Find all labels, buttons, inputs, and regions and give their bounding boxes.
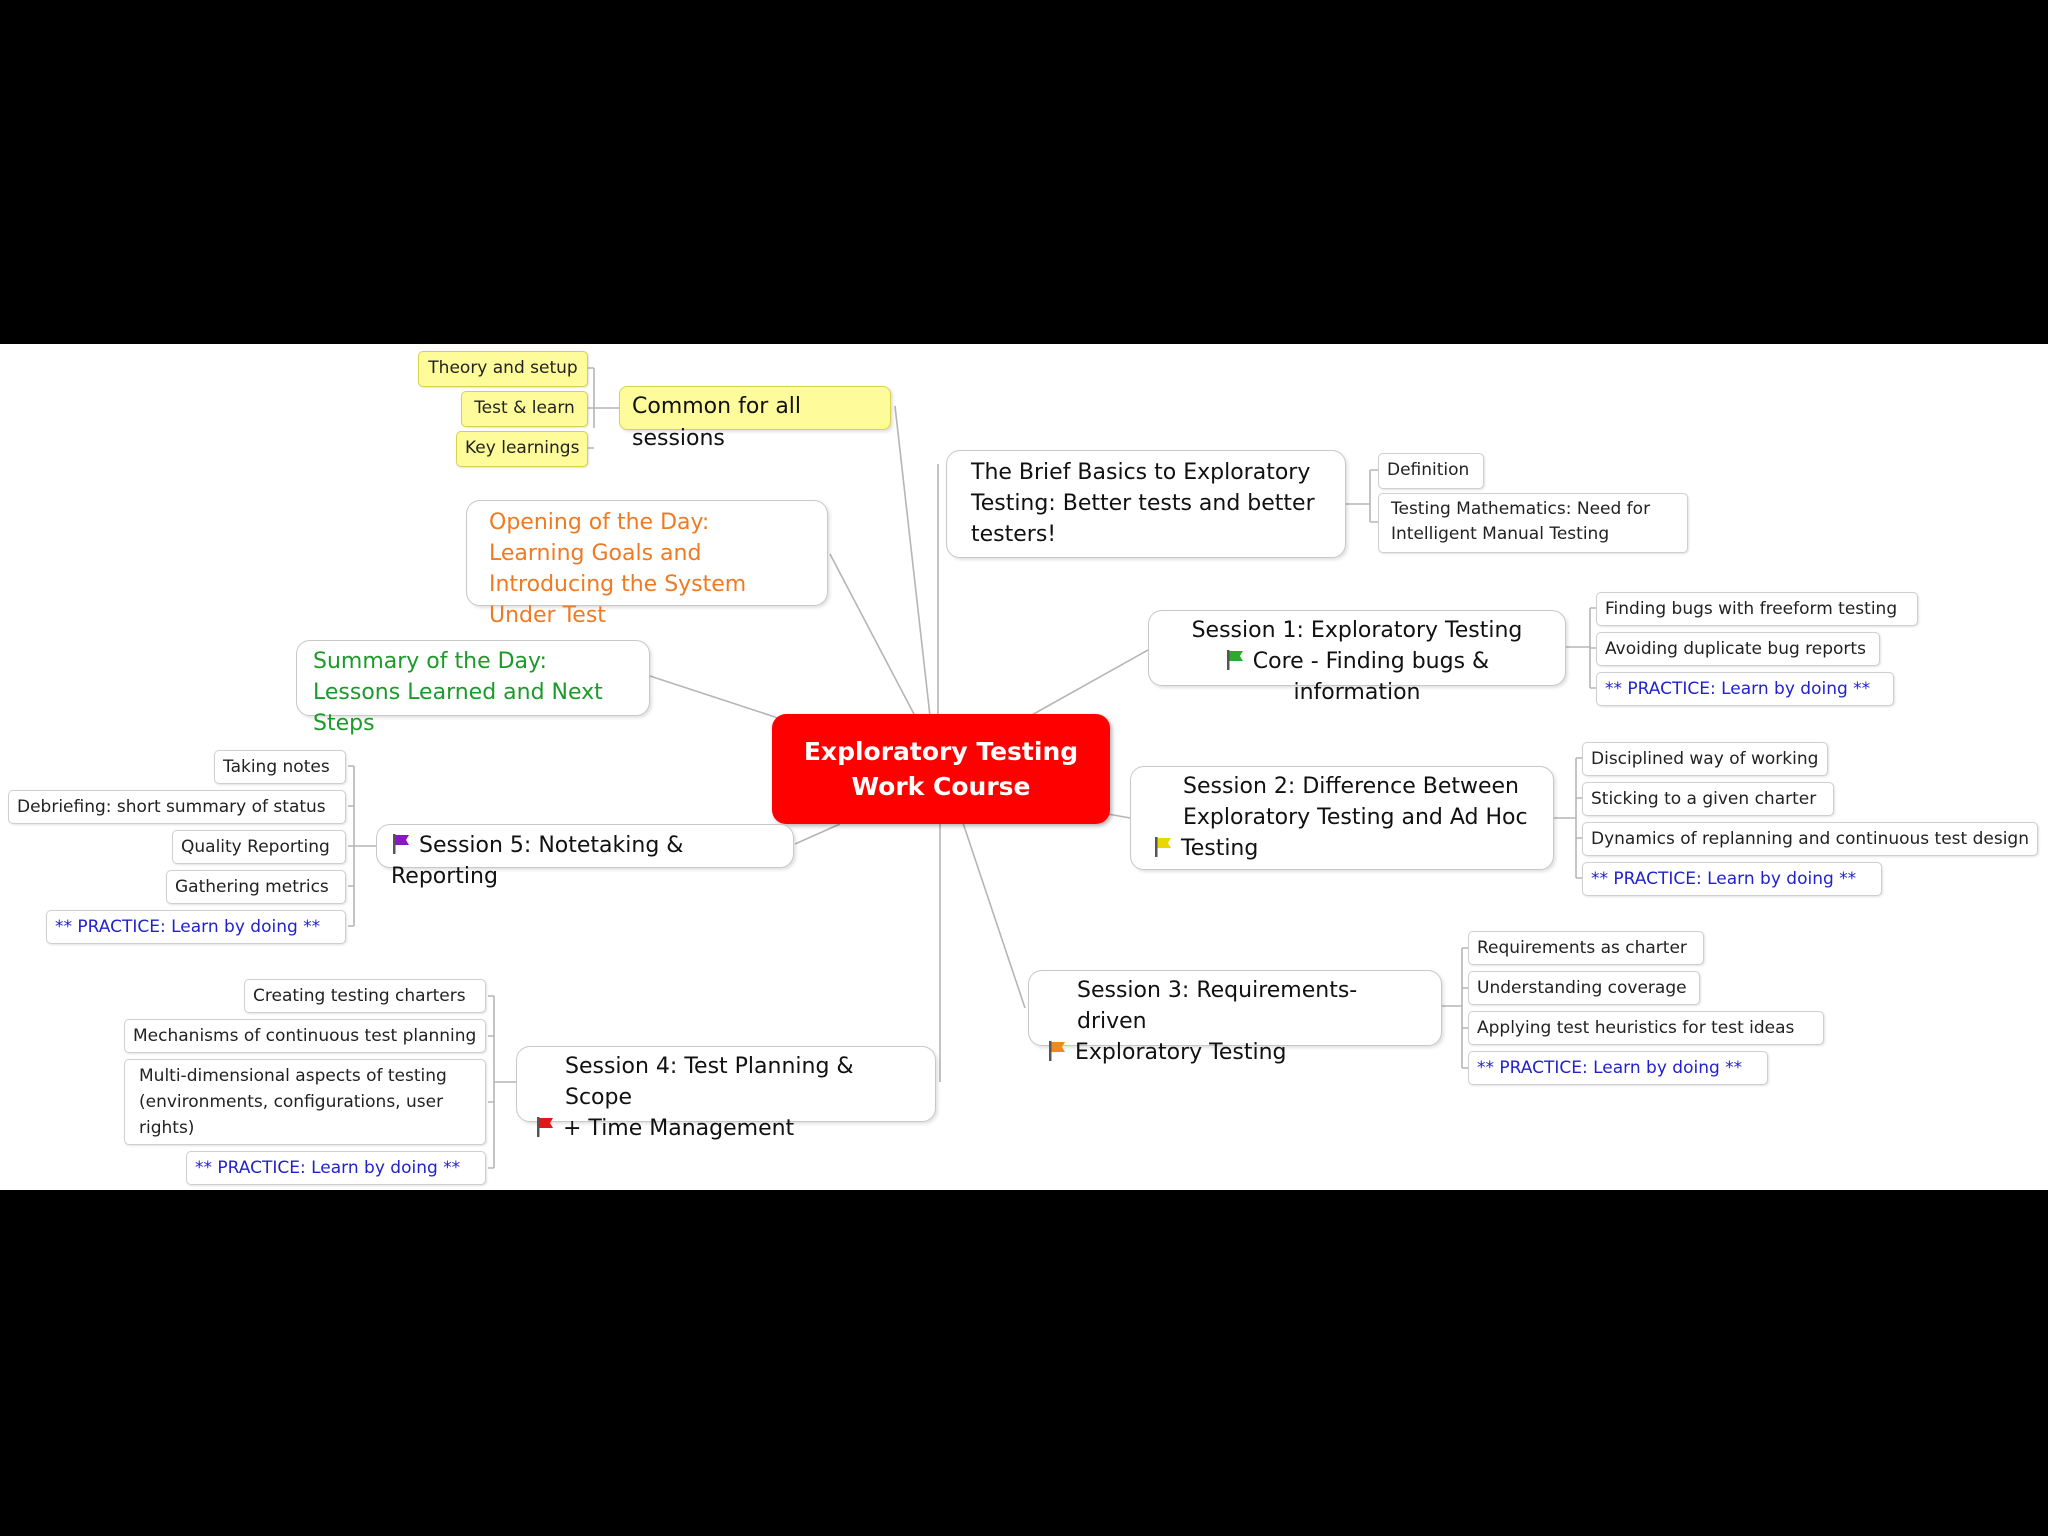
session5-child-practice[interactable] bbox=[46, 910, 346, 944]
leaf-label: Finding bugs with freeform testing bbox=[1605, 599, 1898, 619]
leaf-label: Taking notes bbox=[223, 757, 330, 777]
session3-line1: Session 3: Requirements-driven bbox=[1077, 978, 1358, 1034]
link-basics-children bbox=[1346, 470, 1378, 522]
session1-node[interactable] bbox=[1148, 610, 1566, 705]
basics-child-definition[interactable] bbox=[1378, 453, 1484, 489]
session1-child-duplicates[interactable] bbox=[1596, 632, 1880, 666]
orange-flag-icon bbox=[1047, 1040, 1067, 1062]
central-topic-line2: Work Course bbox=[851, 772, 1031, 801]
central-topic-line1: Exploratory Testing bbox=[803, 737, 1079, 766]
link-center-session5 bbox=[795, 824, 840, 844]
link-center-session2 bbox=[1108, 814, 1130, 818]
session3-line2-row bbox=[1047, 1037, 1423, 1068]
session3-child-heuristics[interactable] bbox=[1468, 1011, 1824, 1045]
session5-node[interactable] bbox=[376, 824, 794, 889]
common-sessions-node[interactable] bbox=[619, 386, 891, 451]
leaf-label: Disciplined way of working bbox=[1591, 749, 1819, 769]
session1-line1: Session 1: Exploratory Testing bbox=[1191, 618, 1523, 643]
leaf-label: ** PRACTICE: Learn by doing ** bbox=[55, 917, 321, 937]
session3-node[interactable] bbox=[1028, 970, 1442, 1065]
session5-child-quality[interactable] bbox=[172, 830, 346, 864]
leaf-label: Theory and setup bbox=[428, 358, 578, 378]
session5-child-debriefing[interactable] bbox=[8, 790, 346, 824]
leaf-label: ** PRACTICE: Learn by doing ** bbox=[195, 1158, 461, 1178]
link-center-session1 bbox=[1030, 650, 1148, 716]
leaf-label: Gathering metrics bbox=[175, 877, 329, 897]
session4-child-mechanisms[interactable] bbox=[124, 1019, 486, 1053]
link-center-opening bbox=[830, 554, 915, 716]
session4-child-multidimensional[interactable] bbox=[124, 1059, 486, 1145]
session2-line3: Testing bbox=[1181, 836, 1259, 861]
session5-label: Session 5: Notetaking & Reporting bbox=[391, 833, 684, 889]
leaf-label: Sticking to a given charter bbox=[1591, 789, 1817, 809]
leaf-label: Creating testing charters bbox=[253, 986, 466, 1006]
yellow-flag-icon bbox=[1153, 836, 1173, 858]
leaf-label: ** PRACTICE: Learn by doing ** bbox=[1591, 869, 1857, 889]
session4-child-practice[interactable] bbox=[186, 1151, 486, 1185]
session3-line2: Exploratory Testing bbox=[1075, 1040, 1287, 1065]
session3-child-practice[interactable] bbox=[1468, 1051, 1768, 1085]
session4-line2-row bbox=[535, 1113, 917, 1144]
session3-child-coverage[interactable] bbox=[1468, 971, 1700, 1005]
link-s1-children bbox=[1566, 608, 1596, 688]
session2-line2: Exploratory Testing and Ad Hoc bbox=[1183, 805, 1528, 830]
leaf-label: Test & learn bbox=[474, 398, 575, 418]
summary-label: Summary of the Day: Lessons Learned and Next Steps bbox=[313, 649, 603, 736]
session2-line3-row bbox=[1153, 833, 1531, 864]
leaf-label: Definition bbox=[1387, 460, 1470, 480]
summary-node[interactable] bbox=[296, 640, 650, 736]
session2-child-practice[interactable] bbox=[1582, 862, 1882, 896]
session2-child-disciplined[interactable] bbox=[1582, 742, 1828, 776]
leaf-label: Quality Reporting bbox=[181, 837, 330, 857]
common-sessions-label: Common for all sessions bbox=[632, 394, 802, 451]
session5-child-notes[interactable] bbox=[214, 750, 346, 784]
central-topic[interactable] bbox=[772, 714, 1110, 824]
session2-child-charter[interactable] bbox=[1582, 782, 1834, 816]
basics-node[interactable] bbox=[946, 450, 1346, 558]
red-flag-icon bbox=[535, 1116, 555, 1138]
leaf-label: Avoiding duplicate bug reports bbox=[1605, 639, 1866, 659]
link-s3-children bbox=[1442, 948, 1468, 1068]
leaf-label: Understanding coverage bbox=[1477, 978, 1687, 998]
link-center-session3 bbox=[960, 814, 1025, 1008]
session1-child-practice[interactable] bbox=[1596, 672, 1894, 706]
session1-child-freeform[interactable] bbox=[1596, 592, 1918, 626]
link-center-summary bbox=[650, 676, 778, 718]
session4-child-charters[interactable] bbox=[244, 979, 486, 1013]
session5-child-metrics[interactable] bbox=[166, 870, 346, 904]
common-child-test-learn[interactable] bbox=[461, 391, 588, 427]
leaf-label: Mechanisms of continuous test planning bbox=[133, 1026, 477, 1046]
session4-line2: + Time Management bbox=[563, 1116, 795, 1141]
common-child-key-learnings[interactable] bbox=[456, 431, 588, 467]
leaf-label: Applying test heuristics for test ideas bbox=[1477, 1018, 1795, 1038]
session4-node[interactable] bbox=[516, 1046, 936, 1141]
session2-child-replanning[interactable] bbox=[1582, 822, 2038, 856]
session1-line2: Core - Finding bugs & information bbox=[1252, 649, 1490, 705]
link-center-common bbox=[895, 406, 930, 716]
common-child-theory[interactable] bbox=[418, 351, 588, 387]
basics-label: The Brief Basics to Exploratory Testing: Better tests and better testers! bbox=[971, 460, 1315, 547]
session2-node[interactable] bbox=[1130, 766, 1554, 870]
leaf-label: Key learnings bbox=[465, 438, 580, 458]
session4-line1: Session 4: Test Planning & Scope bbox=[565, 1054, 854, 1110]
link-s5-children bbox=[348, 766, 376, 926]
session1-line2-row bbox=[1163, 646, 1551, 708]
leaf-label: Multi-dimensional aspects of testing (environments, configurations, user rights) bbox=[139, 1066, 447, 1138]
link-common-children bbox=[588, 368, 619, 448]
opening-label: Opening of the Day: Learning Goals and Introducing the System Under Test bbox=[489, 510, 747, 628]
leaf-label: ** PRACTICE: Learn by doing ** bbox=[1605, 679, 1871, 699]
mindmap-canvas bbox=[0, 344, 2048, 1190]
leaf-label: ** PRACTICE: Learn by doing ** bbox=[1477, 1058, 1743, 1078]
link-s2-children bbox=[1554, 758, 1582, 878]
leaf-label: Dynamics of replanning and continuous test design bbox=[1591, 829, 2029, 849]
session2-line1: Session 2: Difference Between bbox=[1183, 774, 1520, 799]
leaf-label: Requirements as charter bbox=[1477, 938, 1687, 958]
leaf-label: Debriefing: short summary of status bbox=[17, 797, 326, 817]
session3-child-requirements[interactable] bbox=[1468, 931, 1704, 965]
leaf-label: Testing Mathematics: Need for Intelligent Manual Testing bbox=[1391, 499, 1651, 544]
basics-child-mathematics[interactable] bbox=[1378, 493, 1688, 553]
green-flag-icon bbox=[1225, 649, 1245, 671]
opening-node[interactable] bbox=[466, 500, 828, 628]
purple-flag-icon bbox=[391, 833, 411, 855]
link-s4-children bbox=[488, 996, 516, 1168]
